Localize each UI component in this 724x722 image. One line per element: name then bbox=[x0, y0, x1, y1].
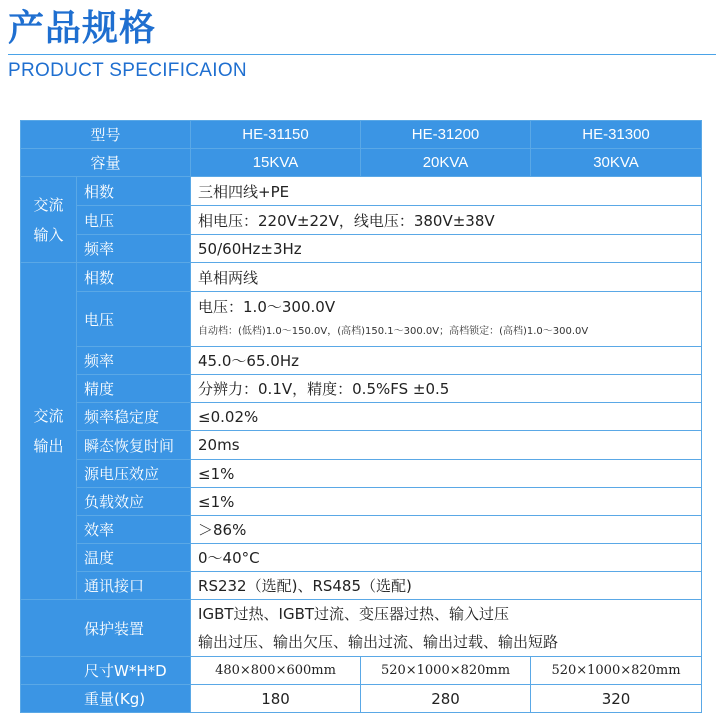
group-ac-output bbox=[21, 263, 77, 600]
spec-table bbox=[20, 120, 702, 713]
table-row bbox=[21, 488, 702, 516]
row-label: 频率 bbox=[77, 235, 191, 263]
table-row bbox=[21, 403, 702, 431]
row-value: ≤1% bbox=[191, 488, 702, 516]
size-3: 520×1000×820mm bbox=[531, 657, 702, 685]
table-row bbox=[21, 235, 702, 263]
row-label: 负载效应 bbox=[77, 488, 191, 516]
model-2: HE-31200 bbox=[361, 121, 531, 149]
row-label: 尺寸W*H*D bbox=[21, 657, 191, 685]
capacity-3: 30KVA bbox=[531, 149, 702, 177]
row-label: 精度 bbox=[77, 375, 191, 403]
table-row bbox=[21, 572, 702, 600]
table-row bbox=[21, 177, 702, 206]
row-value: 0～40°C bbox=[191, 544, 702, 572]
row-label: 相数 bbox=[77, 263, 191, 292]
capacity-1: 15KVA bbox=[191, 149, 361, 177]
row-value bbox=[191, 600, 702, 657]
table-row bbox=[21, 600, 702, 657]
row-label: 保护装置 bbox=[21, 600, 191, 657]
table-row bbox=[21, 544, 702, 572]
table-row bbox=[21, 206, 702, 235]
model-label: 型号 bbox=[21, 121, 191, 149]
group-ac-input bbox=[21, 177, 77, 263]
group-label-line: 交流 bbox=[33, 407, 64, 425]
weight-2: 280 bbox=[361, 685, 531, 713]
row-value bbox=[191, 292, 702, 347]
table-row bbox=[21, 263, 702, 292]
row-value: 三相四线+PE bbox=[191, 177, 702, 206]
row-value: ＞86% bbox=[191, 516, 702, 544]
row-value: RS232（选配)、RS485（选配) bbox=[191, 572, 702, 600]
table-row bbox=[21, 347, 702, 375]
row-value: 45.0～65.0Hz bbox=[191, 347, 702, 375]
weight-3: 320 bbox=[531, 685, 702, 713]
table-row bbox=[21, 516, 702, 544]
table-row bbox=[21, 460, 702, 488]
table-row bbox=[21, 685, 702, 713]
row-label: 效率 bbox=[77, 516, 191, 544]
model-1: HE-31150 bbox=[191, 121, 361, 149]
row-value: 50/60Hz±3Hz bbox=[191, 235, 702, 263]
row-label: 瞬态恢复时间 bbox=[77, 431, 191, 460]
table-row-capacity bbox=[21, 149, 702, 177]
group-label-line: 输入 bbox=[33, 225, 64, 244]
title-divider bbox=[8, 54, 716, 55]
table-row-model bbox=[21, 121, 702, 149]
size-1: 480×800×600mm bbox=[191, 657, 361, 685]
table-row bbox=[21, 657, 702, 685]
row-label: 频率 bbox=[77, 347, 191, 375]
page-title: 产品规格 bbox=[8, 8, 157, 49]
row-value: 分辨力：0.1V，精度：0.5%FS ±0.5 bbox=[191, 375, 702, 403]
group-label-line: 交流 bbox=[33, 195, 64, 214]
table-row bbox=[21, 431, 702, 460]
row-label: 频率稳定度 bbox=[77, 403, 191, 431]
row-label: 电压 bbox=[77, 206, 191, 235]
row-label: 电压 bbox=[77, 292, 191, 347]
row-value: ≤1% bbox=[191, 460, 702, 488]
row-value: ≤0.02% bbox=[191, 403, 702, 431]
table-row bbox=[21, 292, 702, 347]
row-label: 重量(Kg) bbox=[21, 685, 191, 713]
table-row bbox=[21, 375, 702, 403]
voltage-range: 电压：1.0～300.0V bbox=[198, 298, 336, 316]
row-label: 源电压效应 bbox=[77, 460, 191, 488]
group-label-line: 输出 bbox=[33, 437, 64, 455]
protection-line-2: 输出过压、输出欠压、输出过流、输出过载、输出短路 bbox=[198, 633, 559, 651]
model-3: HE-31300 bbox=[531, 121, 702, 149]
row-value: 相电压：220V±22V，线电压：380V±38V bbox=[191, 206, 702, 235]
row-value: 20ms bbox=[191, 431, 702, 460]
protection-line-1: IGBT过热、IGBT过流、变压器过热、输入过压 bbox=[198, 605, 510, 623]
row-label: 通讯接口 bbox=[77, 572, 191, 600]
weight-1: 180 bbox=[191, 685, 361, 713]
voltage-note: 自动档：(低档)1.0～150.0V，(高档)150.1～300.0V；高档锁定：(高档)1.0～300.0V bbox=[198, 326, 589, 337]
row-value: 单相两线 bbox=[191, 263, 702, 292]
size-2: 520×1000×820mm bbox=[361, 657, 531, 685]
row-label: 相数 bbox=[77, 177, 191, 206]
capacity-2: 20KVA bbox=[361, 149, 531, 177]
row-label: 温度 bbox=[77, 544, 191, 572]
page-subtitle: PRODUCT SPECIFICAION bbox=[8, 60, 247, 81]
capacity-label: 容量 bbox=[21, 149, 191, 177]
